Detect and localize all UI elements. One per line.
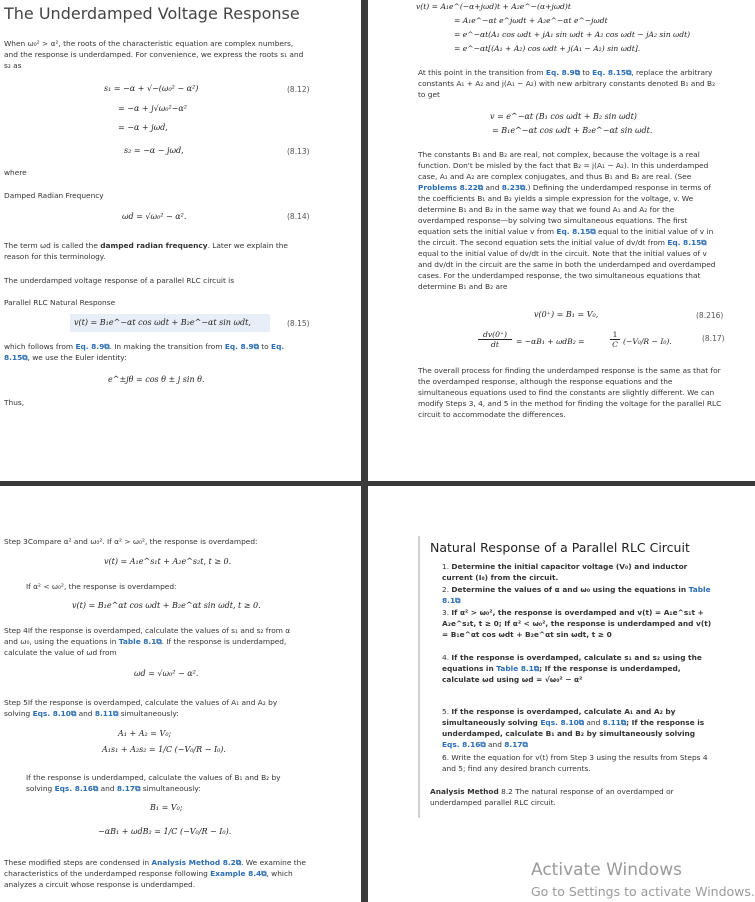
v-derivation-line2: = A₁e^−αt e^jωdt + A₂e^−αt e^−jωdt [454,16,608,25]
step-number: 5. [442,707,450,716]
link-eq-8-15[interactable]: Eq. 8.15 [556,227,591,236]
link-eq-8-15-b[interactable]: Eq. 8.15 [667,238,702,247]
term-text-rest: . Later we explain the reason for this terminology. [4,241,288,261]
step-and: and [584,718,603,727]
external-link-icon[interactable]: ⧉ [626,68,632,77]
external-link-icon[interactable]: ⧉ [135,784,141,793]
step5-equation-3: B₁ = V₀; [150,803,183,812]
b-equation-line1: v = e^−αt (B₁ cos ωdt + B₂ sin ωdt) [490,112,637,121]
step-number: 2. [442,585,450,594]
step5-text-4: simultaneously: [140,784,201,793]
section-title: The Underdamped Voltage Response [4,4,300,23]
link-problems-8-22[interactable]: Problems 8.22 [418,183,478,192]
eq-number-8-12: (8.12) [287,85,310,94]
step-text-3: ; If the response is underdamped, calculate B₁ and B₂ by simultaneously solving [442,718,705,738]
step-text: Determine the initial capacitor voltage (V₀) and inductor current (I₀) from the circuit. [442,562,688,582]
method-step-6 [442,752,714,774]
thus-label: Thus, [4,398,25,407]
step5-equation-4: −αB₁ + ωdB₂ = 1/C (−V₀/R − I₀). [98,827,232,836]
transition-text: At this point in the transition from [418,68,546,77]
link-eq-8-9[interactable]: Eq. 8.9 [75,342,105,351]
modified-steps-paragraph [4,857,314,890]
step3-overdamped-equation: v(t) = A₁e^s₁t + A₂e^s₂t, t ≥ 0. [104,557,232,566]
eq-8-17-fraction-numerator: 1 [610,330,620,340]
link-8-11[interactable]: 8.11 [602,718,621,727]
link-table-8-1[interactable]: Table 8.1 [118,637,157,646]
follows-text-4: , we use the Euler identity: [27,353,127,362]
transition-text-3: , replace the arbitrary constants A₁ + A₂ and j(A₁ − A₂) with new arbitrary constants denoted B₁ and B₂ to get [418,68,716,99]
modified-text: These modified steps are condensed in [4,858,152,867]
s1-equation-line2: = −α + j√ω₀²−α² [118,104,187,113]
where-label: where [4,168,27,177]
step4-text-2: . If the response is underdamped, calculate the value of ωd from [4,637,287,657]
step-number: 1. [442,562,450,571]
eq-8-17-middle: = −αB₁ + ωdB₂ = [516,337,585,346]
step5-paragraph [4,697,304,719]
link-eq-8-9-b[interactable]: Eq. 8.9 [224,342,254,351]
external-link-icon[interactable]: ⧉ [533,664,540,673]
link-problems-8-23[interactable]: 8.23 [501,183,521,192]
follows-text: which follows from [4,342,76,351]
parallel-natural-response-label: Parallel RLC Natural Response [4,298,116,307]
eq-number-8-16: (8.216) [696,311,724,320]
external-link-icon[interactable]: ⧉ [578,718,585,727]
external-link-icon[interactable]: ⧉ [455,596,461,605]
analysis-method-caption [430,786,712,808]
v-natural-response-equation: v(t) = B₁e^−αt cos ωdt + B₂e^−αt sin ωdt, [74,318,251,327]
external-link-icon[interactable]: ⧉ [70,709,77,718]
method-title: Natural Response of a Parallel RLC Circuit [430,540,690,555]
external-link-icon[interactable]: ⧉ [261,869,267,878]
s1-equation-line1: s₁ = −α + √−(ω₀² − α²) [104,84,199,93]
page-top-right [368,0,755,481]
external-link-icon[interactable]: ⧉ [574,68,580,77]
link-analysis-method-8-2[interactable]: Analysis Method 8.2 [151,858,236,867]
step5-text: Step 5If the response is overdamped, calculate the values of A₁ and A₂ by solving [4,698,278,718]
step5-equation-2: A₁s₁ + A₂s₂ = 1/C (−V₀/R − I₀). [102,745,226,754]
step-text: If the response is overdamped, calculate A₁ and A₂ by simultaneously solving [442,707,676,727]
eq-8-17-fraction [610,330,620,349]
step-number: 4. [442,653,450,662]
transition-text-2: to [579,68,593,77]
page-bottom-right [368,486,755,902]
step5-and-2: and [98,784,117,793]
method-step-2 [442,584,714,606]
external-link-icon[interactable]: ⧉ [22,353,28,362]
follows-text-2: . In making the transition from [109,342,225,351]
method-step-1 [442,561,714,583]
external-link-icon[interactable]: ⧉ [235,858,242,867]
step-text: Determine the values of α and ω₀ using the equations in [451,585,689,594]
eq-8-17-lhs [478,330,512,349]
term-bold: damped radian frequency [100,241,208,250]
page-bottom-left [0,486,361,902]
method-box-rule [418,536,420,818]
follows-paragraph [4,341,309,363]
constants-text: The constants B₁ and B₂ are real, not complex, because the voltage is a real function. Don't be misled by the fact that B₂ = j(A₁ − A₂). In this underdamped case, A₁ and A₂ are complex conjugates, and thus B₁ and B₂ are real. (See [418,150,709,181]
step-text: Write the equation for v(t) from Step 3 using the results from Steps 4 and 5; find any desired branch currents. [442,753,708,773]
windows-activation-title: Activate Windows [531,860,682,880]
eq-8-17-rhs: (−V₀/R − I₀). [623,337,672,346]
link-eqs-8-16[interactable]: Eqs. 8.16 [54,784,93,793]
step5-and: and [76,709,95,718]
eq-8-17-lhs-denominator: dt [491,340,499,349]
external-link-icon[interactable]: ⧉ [253,342,259,351]
euler-identity: e^±jθ = cos θ ± j sin θ. [108,375,205,384]
step4-wd-equation: ωd = √ω₀² − α². [134,669,199,678]
external-link-icon[interactable]: ⧉ [480,740,486,749]
step-and-2: and [485,740,505,749]
page-top-left [0,0,361,481]
transition-paragraph [418,67,718,100]
external-link-icon[interactable]: ⧉ [522,740,528,749]
method-step-4 [442,652,714,685]
step4-paragraph [4,625,304,658]
external-link-icon[interactable]: ⧉ [590,227,596,236]
step5-text-2: simultaneously: [118,709,179,718]
step-text-2: ; If the response is underdamped, calculate ωd using ωd = √ω₀² − α² [442,664,681,684]
eq-8-17-lhs-numerator: dv(0⁺) [478,330,512,340]
modified-text-3: , which analyzes a circuit whose response is underdamped. [4,869,293,889]
link-eqs-8-10[interactable]: Eqs. 8.10 [540,718,579,727]
external-link-icon[interactable]: ⧉ [156,637,162,646]
constants-text-3: equal to the initial value of v in the circuit. The second equation sets the initial value of dv/dt from [418,227,714,247]
step3-text: Step 3Compare α² and ω₀². If α² > ω₀², the response is overdamped: [4,537,258,546]
external-link-icon[interactable]: ⧉ [92,784,99,793]
link-example-8-4[interactable]: Example 8.4 [210,869,262,878]
damped-frequency-label: Damped Radian Frequency [4,191,104,200]
eq-8-16-text: v(0⁺) = B₁ = V₀, [534,310,599,319]
step-text: If α² > ω₀², the response is overdamped and v(t) = A₁e^s₁t + A₂e^s₂t, t ≥ 0; If α² < ω₀², the response is underdamped and v(t) = B₁e^αt cos ωdt + B₂e^αt sin ωdt, t ≥ 0 [442,608,712,639]
eq-8-17-fraction-denominator: C [612,340,618,349]
intro-paragraph: When ω₀² > α², the roots of the characteristic equation are complex numbers, and the response is underdamped. For convenience, we express the roots s₁ and s₂ as [4,39,304,70]
constants-and: and [483,183,502,192]
step5-underdamped-paragraph [26,772,306,794]
v-derivation-line4: = e^−αt[(A₁ + A₂) cos ωdt + j(A₁ − A₂) sin ωdt]. [454,44,641,53]
term-text: The term ωd is called the [4,241,101,250]
modified-text-2: . We examine the characteristics of the underdamped response following [4,858,306,878]
link-eq-8-15[interactable]: Eq. 8.15 [4,342,285,362]
external-link-icon[interactable]: ⧉ [477,183,484,192]
s1-equation-line3: = −α + jωd, [118,123,168,132]
overall-paragraph: The overall process for finding the underdamped response is the same as that for the overdamped response, although the response equations and the simultaneous equations used to find the constants are slightly different. We can modify Steps 3, 4, and 5 in the method for finding the voltage for the parallel RLC circuit to accommodate the differences. [418,366,722,419]
link-8-11[interactable]: 8.11 [94,709,114,718]
link-eqs-8-16[interactable]: Eqs. 8.16 [442,740,481,749]
external-link-icon[interactable]: ⧉ [520,183,526,192]
step4-text: Step 4If the response is overdamped, calculate the values of s₁ and s₂ from α and ω₀, using the equations in [4,626,291,646]
eq-number-8-17: (8.17) [702,334,725,343]
step5-equation-1: A₁ + A₂ = V₀; [118,729,172,738]
eq-number-8-13: (8.13) [287,147,310,156]
wd-equation: ωd = √ω₀² − α². [122,212,187,221]
v-derivation-line1: v(t) = A₁e^(−α+jωd)t + A₂e^−(α+jωd)t [416,2,571,11]
constants-text-2: .) Defining the underdamped response in terms of the coefficients B₁ and B₂ yields a simple expression for the voltage, v. We determine B₁ and B₂ in the same way that we found A₁ and A₂ for the overdamped response—by solving two simultaneous equations. The first equation sets the initial value v from [418,183,711,236]
caption-label: Analysis Method [430,787,499,796]
link-table-8-1[interactable]: Table 8.1 [442,585,711,605]
s2-equation: s₂ = −α − jωd, [124,146,184,155]
link-eqs-8-10[interactable]: Eqs. 8.10 [32,709,71,718]
constants-text-4: equal to the initial value of dv/dt in the circuit. Note that the initial values of v and dv/dt in the circuit are the same in both the underdamped and overdamped cases. For the underdamped response, the two simultaneous equations that determine B₁ and B₂ are [418,249,716,291]
step-number: 3. [442,608,450,617]
constants-paragraph [418,149,718,292]
eq-number-8-15: (8.15) [287,319,310,328]
external-link-icon[interactable]: ⧉ [113,709,119,718]
link-table-8-1[interactable]: Table 8.1 [496,664,534,673]
method-step-5 [442,706,714,750]
term-paragraph [4,240,314,262]
v-derivation-line3: = e^−αt(A₁ cos ωdt + jA₁ sin ωdt + A₂ cos ωdt − jA₂ sin ωdt) [454,30,691,39]
external-link-icon[interactable]: ⧉ [104,342,110,351]
step3-underdamped-text: If α² < ω₀², the response is overdamped: [26,582,177,591]
step-number: 6. [442,753,450,762]
windows-activation-subtitle: Go to Settings to activate Windows. [531,884,755,899]
method-step-3 [442,607,714,640]
external-link-icon[interactable]: ⧉ [620,718,627,727]
eq-number-8-14: (8.14) [287,212,310,221]
link-eq-8-9[interactable]: Eq. 8.9 [545,68,575,77]
follows-text-3: to [258,342,272,351]
step3-underdamped-equation: v(t) = B₁e^αt cos ωdt + B₂e^αt sin ωdt, t ≥ 0. [72,601,261,610]
underdamped-response-text: The underdamped voltage response of a parallel RLC circuit is [4,276,235,285]
step5-text-3: If the response is underdamped, calculate the values of B₁ and B₂ by solving [26,773,281,793]
link-8-17[interactable]: 8.17 [504,740,523,749]
link-8-17[interactable]: 8.17 [116,784,136,793]
step-text: If the response is overdamped, calculate s₁ and s₂ using the equations in [442,653,702,673]
link-eq-8-15[interactable]: Eq. 8.15 [592,68,627,77]
b-equation-line2: = B₁e^−αt cos ωdt + B₂e^−αt sin ωdt. [492,126,653,135]
external-link-icon[interactable]: ⧉ [701,238,707,247]
caption-text: 8.2 The natural response of an overdamped or underdamped parallel RLC circuit. [430,787,674,807]
